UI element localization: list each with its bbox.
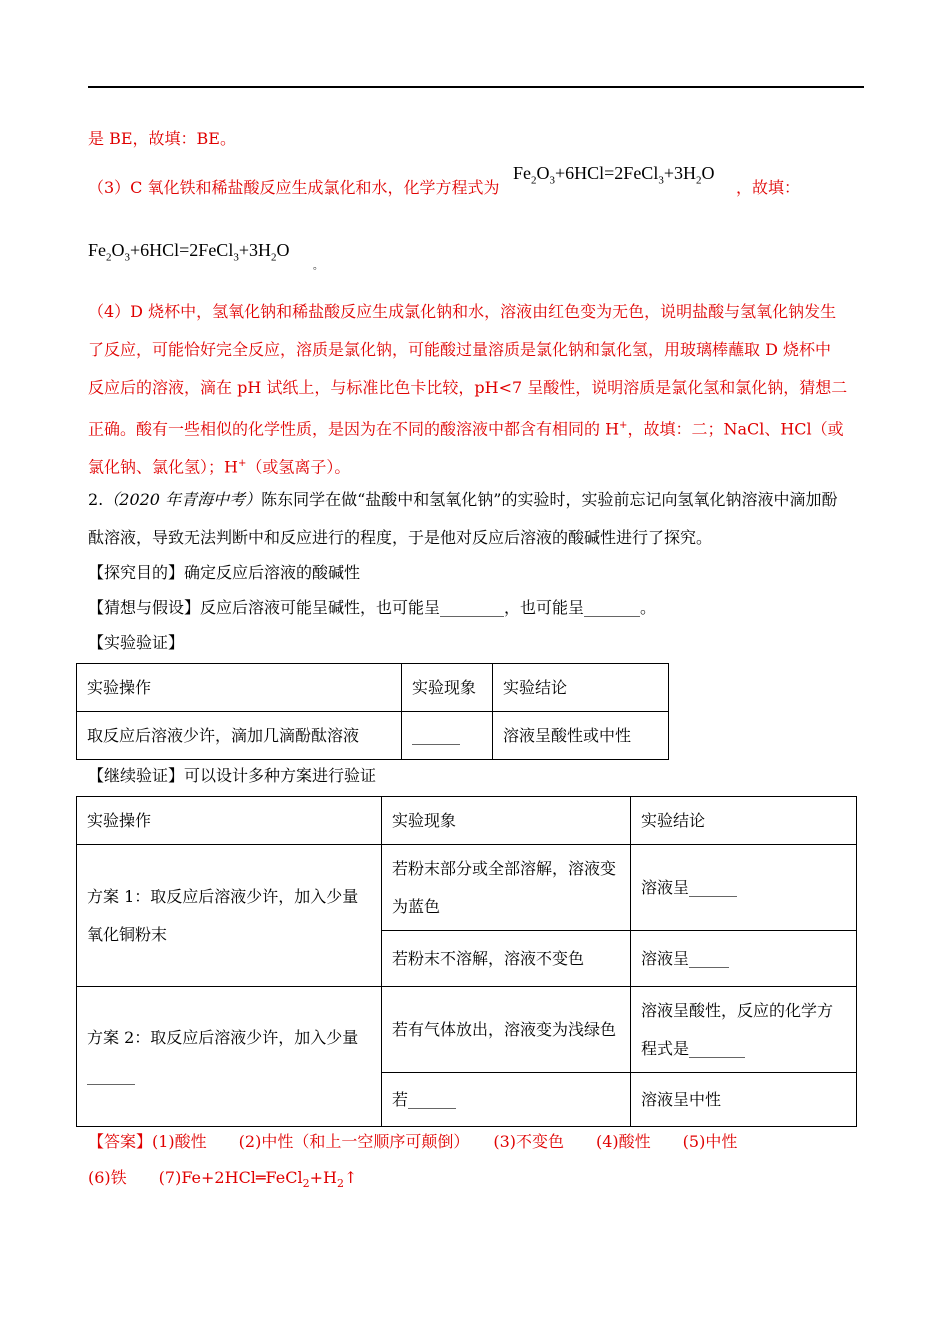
plan-2-phen-b: 若______: [382, 1073, 631, 1127]
t2-header-phen: 实验现象: [382, 797, 631, 845]
t1-header-conc: 实验结论: [493, 664, 669, 712]
q4-line-2: 了反应，可能恰好完全反应，溶质是氯化钠，可能酸过量溶质是氯化钠和氯化氢，用玻璃棒蘸取 D 烧杯中: [88, 340, 832, 359]
t1-conc: 溶液呈酸性或中性: [493, 712, 669, 760]
q3-line: [88, 178, 500, 198]
t1-header-phen: 实验现象: [402, 664, 493, 712]
continue-heading: 【继续验证】可以设计多种方案进行验证: [88, 766, 377, 785]
question-source: （2020 年青海中考）: [103, 490, 262, 509]
q3-end: ，故填：: [736, 178, 801, 197]
question-2-line-2: 酞溶液，导致无法判断中和反应进行的程度，于是他对反应后溶液的酸碱性进行了探究。: [88, 528, 713, 547]
plan-1-phen-b: 若粉末不溶解，溶液不变色: [382, 931, 631, 987]
t2-header-conc: 实验结论: [631, 797, 857, 845]
question-2-line-1: 2.（2020 年青海中考）陈东同学在做“盐酸中和氢氧化钠”的实验时，实验前忘记向氢氧化钠溶液中滴加酚: [88, 490, 838, 509]
hypothesis-line: 【猜想与假设】反应后溶液可能呈碱性，也可能呈________，也可能呈_______。: [88, 598, 657, 617]
t1-phen-blank: ______: [402, 712, 493, 760]
plan-2-conc-b: 溶液呈中性: [631, 1073, 857, 1127]
q4-line-1: （4）D 烧杯中，氢氧化钠和稀盐酸反应生成氯化钠和水，溶液由红色变为无色，说明盐酸与氢氧化钠发生: [88, 302, 837, 321]
plan-1: 方案 1：取反应后溶液少许，加入少量氧化铜粉末: [77, 845, 382, 987]
t2-header-op: 实验操作: [77, 797, 382, 845]
plan-2: 方案 2：取反应后溶液少许，加入少量______: [77, 987, 382, 1127]
plan-1-phen-a: 若粉末部分或全部溶解，溶液变为蓝色: [382, 845, 631, 931]
answer-line-b: (6)铁 $(7)Fe+2HCl═FeCl_2+H_2↑$: [88, 1168, 358, 1191]
answer-line-a: 【答案】(1)酸性 (2)中性（和上一空顺序可颠倒） (3)不变色 (4)酸性 (5)中性: [88, 1132, 738, 1151]
t1-header-op: 实验操作: [77, 664, 402, 712]
answer-line-1: 是 BE，故填：BE。: [88, 129, 236, 148]
header-rule: [88, 86, 864, 88]
verify-heading: 【实验验证】: [88, 633, 185, 652]
q3-text: （3）C 氧化铁和稀盐酸反应生成氯化和水，化学方程式为: [88, 178, 500, 197]
q4-line-4: 正确。酸有一些相似的化学性质，是因为在不同的酸溶液中都含有相同的 H+，故填：二；NaCl、HCl（或: [88, 419, 844, 439]
q4-line-3: 反应后的溶液，滴在 pH 试纸上，与标准比色卡比较，pH<7 呈酸性，说明溶质是氯化氢和氯化钠，猜想二: [88, 378, 848, 397]
plan-2-phen-a: 若有气体放出，溶液变为浅绿色: [382, 987, 631, 1073]
t1-op: 取反应后溶液少许，滴加几滴酚酞溶液: [77, 712, 402, 760]
continue-table: [76, 796, 857, 1127]
purpose-line: 【探究目的】确定反应后溶液的酸碱性: [88, 563, 361, 582]
q3-formula-answer: $Fe_2O_3+6HCl=2FeCl_3+3H_2O$: [88, 240, 290, 264]
verification-table: [76, 663, 669, 760]
plan-1-conc-a: 溶液呈______: [631, 845, 857, 931]
q3-formula-inline: $Fe_2O_3+6HCl=2FeCl_3+3H_2O$: [513, 163, 715, 187]
plan-1-conc-b: 溶液呈_____: [631, 931, 857, 987]
plan-2-conc-a: 溶液呈酸性，反应的化学方程式是_______: [631, 987, 857, 1073]
q3-period: 。: [313, 261, 323, 272]
q4-line-5: 氯化钠、氯化氢）；H+（或氢离子）。: [88, 457, 351, 477]
